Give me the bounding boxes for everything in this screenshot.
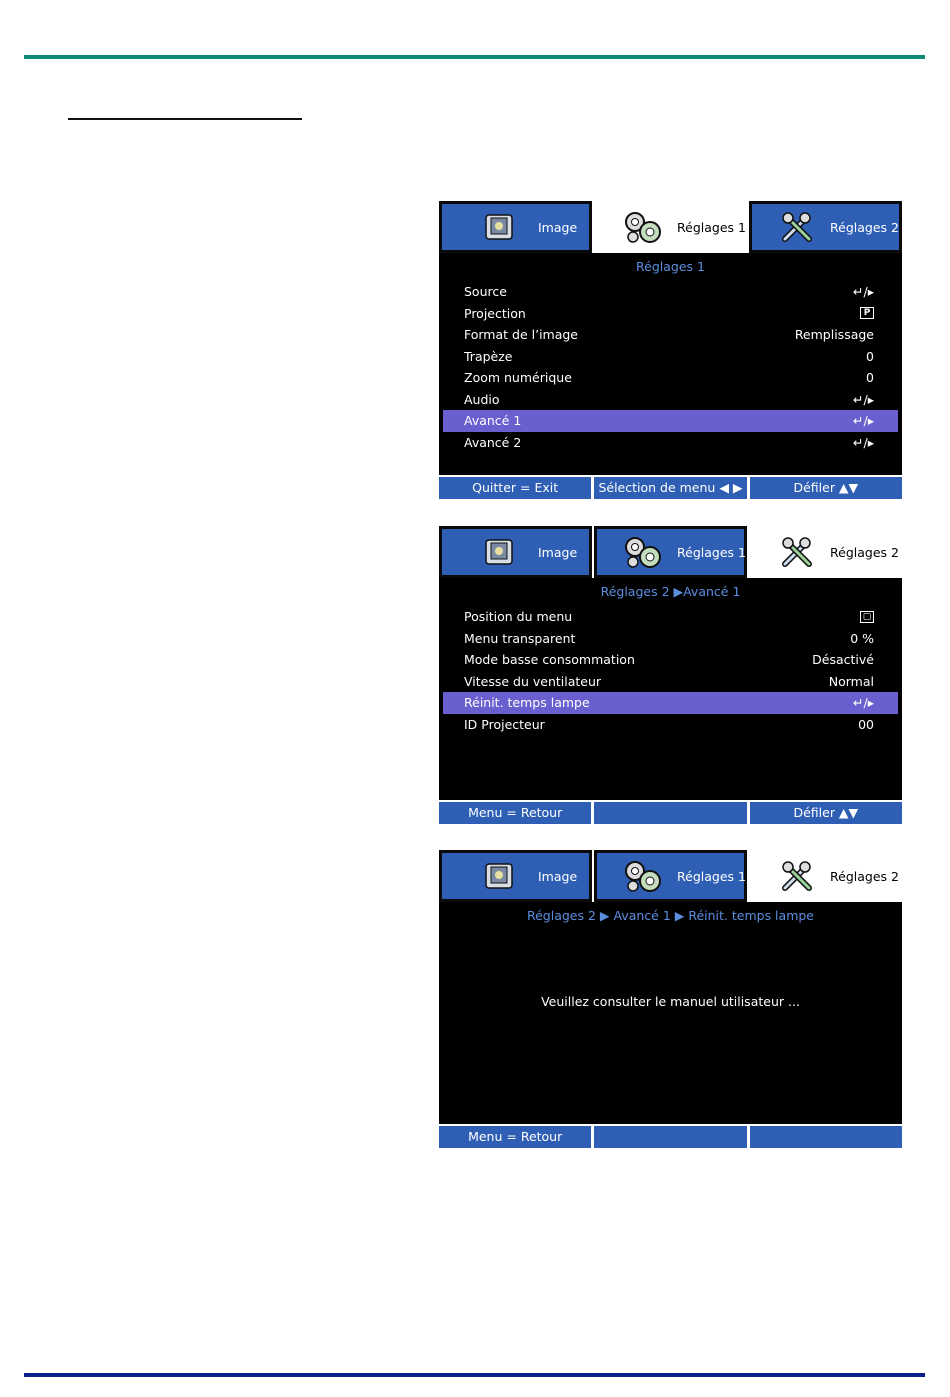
row-label: Source: [464, 284, 507, 299]
menu-panel: [439, 578, 902, 800]
top-rule: [24, 55, 925, 59]
select-hint[interactable]: Sélection de menu ◀ ▶: [594, 477, 746, 499]
menu-row-low-power[interactable]: [439, 649, 902, 671]
tab-image[interactable]: [439, 201, 592, 253]
enter-arrow-icon: ↵/▸: [853, 413, 874, 428]
menu-row-projector-id[interactable]: [439, 714, 902, 736]
scroll-hint[interactable]: Défiler ▲▼: [750, 477, 902, 499]
row-label: Vitesse du ventilateur: [464, 673, 602, 689]
menu-panel: [439, 253, 902, 475]
empty-hint: [750, 1126, 902, 1148]
menu-row-zoom[interactable]: [439, 367, 902, 389]
row-label: Avancé 2: [464, 434, 522, 450]
row-label: Position du menu: [464, 609, 573, 624]
enter-arrow-icon: ↵/▸: [853, 391, 874, 407]
info-message: Veuillez consulter le manuel utilisateur ...: [541, 994, 800, 1009]
tab-label: Image: [538, 219, 578, 235]
row-value: Remplissage: [794, 327, 874, 342]
enter-arrow-icon: ↵/▸: [853, 434, 874, 450]
menu-panel: [439, 902, 902, 1124]
tools-icon: [778, 856, 816, 896]
row-label: Projection: [464, 305, 526, 321]
row-label: ID Projecteur: [464, 716, 545, 732]
tab-label: Réglages 1: [677, 868, 746, 884]
tab-reglages2[interactable]: [749, 850, 902, 902]
row-label: Audio: [464, 391, 500, 407]
menu-row-menu-position[interactable]: [439, 606, 902, 628]
row-label: Réinit. temps lampe: [464, 695, 590, 710]
menu-row-projection[interactable]: [439, 303, 902, 325]
menu-row-avance2[interactable]: [439, 432, 902, 454]
menu-row-audio[interactable]: [439, 389, 902, 411]
menu-row-trapeze[interactable]: [439, 346, 902, 368]
image-icon: [476, 856, 522, 896]
back-hint[interactable]: Menu = Retour: [439, 1126, 591, 1148]
row-value: Désactivé: [812, 652, 874, 667]
tab-label: Réglages 1: [677, 544, 746, 560]
osd-menu-lamp-reset: [439, 850, 902, 1148]
gears-icon: [623, 532, 663, 572]
row-value: 0: [866, 348, 874, 364]
heading-underline: [68, 118, 302, 120]
tab-label: Image: [538, 868, 578, 884]
menu-row-source[interactable]: [439, 281, 902, 303]
tab-label: Réglages 2: [830, 219, 899, 235]
row-value: 0 %: [850, 630, 874, 646]
menu-row-fan-speed[interactable]: [439, 671, 902, 693]
row-value: Normal: [828, 673, 874, 689]
tab-label: Réglages 1: [677, 219, 746, 235]
gears-icon: [623, 856, 663, 896]
menu-title: Réglages 2 ▶Avancé 1: [600, 584, 741, 599]
empty-hint: [594, 1126, 746, 1148]
tab-bar: [439, 201, 902, 253]
row-label: Avancé 1: [464, 413, 522, 428]
row-label: Menu transparent: [464, 630, 576, 646]
menu-position-icon: ▢: [860, 611, 874, 623]
tab-reglages1[interactable]: [594, 526, 747, 578]
empty-hint: [594, 802, 746, 824]
tab-bar: [439, 526, 902, 578]
bottom-rule: [24, 1373, 925, 1377]
tools-icon: [778, 207, 816, 247]
menu-footer: [439, 1126, 902, 1148]
enter-arrow-icon: ↵/▸: [853, 695, 874, 710]
tab-reglages2[interactable]: [749, 526, 902, 578]
osd-menu-avance1: [439, 526, 902, 824]
tab-reglages2[interactable]: [749, 201, 902, 253]
scroll-hint[interactable]: Défiler ▲▼: [750, 802, 902, 824]
osd-menu-reglages1: [439, 201, 902, 499]
menu-row-transparency[interactable]: [439, 628, 902, 650]
tab-label: Réglages 2: [830, 544, 899, 560]
tab-bar: [439, 850, 902, 902]
menu-footer: [439, 477, 902, 499]
image-icon: [476, 207, 522, 247]
tab-image[interactable]: [439, 850, 592, 902]
tab-reglages1[interactable]: [594, 201, 747, 253]
menu-row-avance1[interactable]: [443, 410, 898, 432]
tools-icon: [778, 532, 816, 572]
tab-label: Image: [538, 544, 578, 560]
projection-icon: P: [860, 307, 874, 319]
menu-footer: [439, 802, 902, 824]
back-hint[interactable]: Menu = Retour: [439, 802, 591, 824]
menu-title: Réglages 1: [636, 259, 705, 274]
tab-image[interactable]: [439, 526, 592, 578]
menu-row-format[interactable]: [439, 324, 902, 346]
row-value: 0: [866, 370, 874, 385]
row-label: Format de l’image: [464, 327, 579, 342]
row-value: 00: [858, 716, 874, 732]
image-icon: [476, 532, 522, 572]
row-label: Mode basse consommation: [464, 652, 635, 667]
row-label: Zoom numérique: [464, 370, 572, 385]
row-label: Trapèze: [464, 348, 513, 364]
quit-hint[interactable]: Quitter = Exit: [439, 477, 591, 499]
enter-arrow-icon: ↵/▸: [853, 284, 874, 299]
tab-label: Réglages 2: [830, 868, 899, 884]
menu-title: Réglages 2 ▶ Avancé 1 ▶ Réinit. temps lampe: [526, 908, 814, 923]
gears-icon: [623, 207, 663, 247]
menu-row-lamp-reset[interactable]: [443, 692, 898, 714]
tab-reglages1[interactable]: [594, 850, 747, 902]
